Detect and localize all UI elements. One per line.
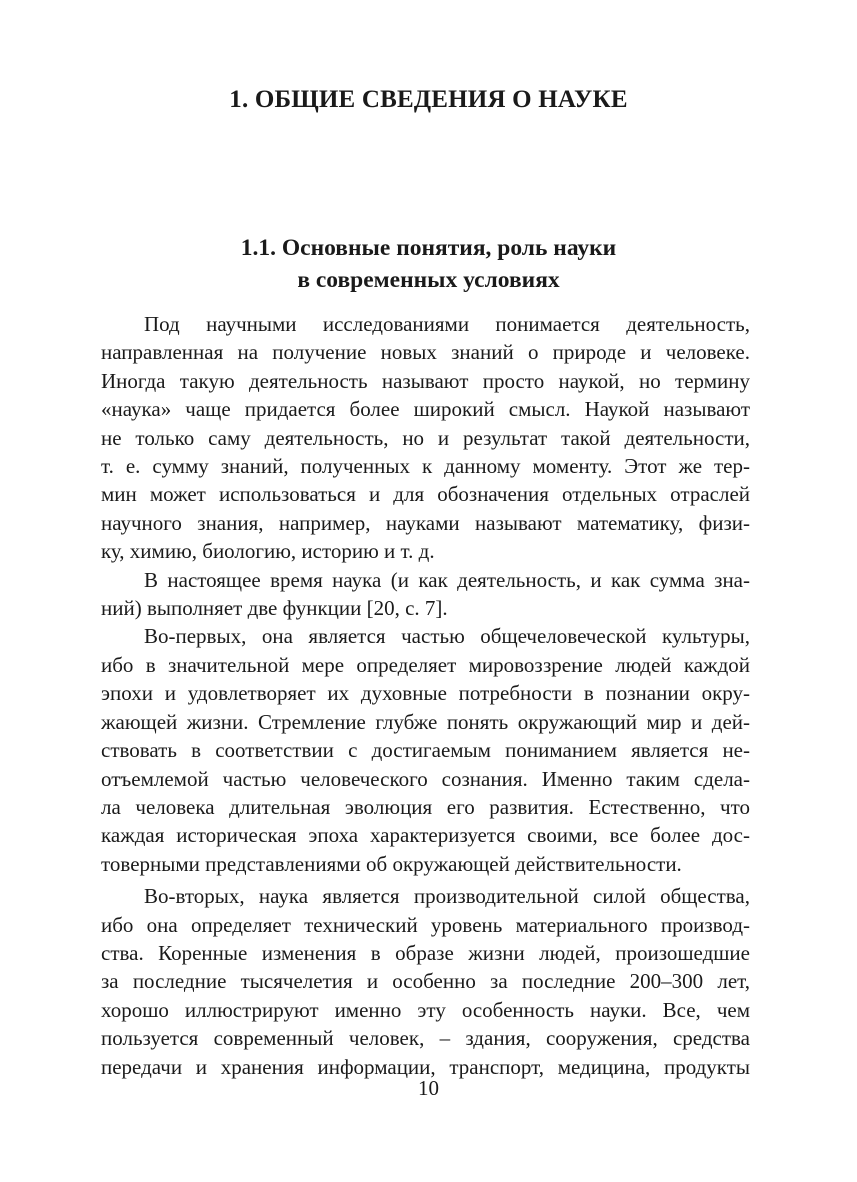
text-line: каждая историческая эпоха характеризуется своими, все более дос-	[101, 823, 750, 848]
text-line: ствовать в соответствии с достигаемым пониманием является не-	[101, 738, 750, 763]
text-line: Во-вторых, наука является производительной силой общества,	[144, 884, 750, 909]
text-line: передачи и хранения информации, транспорт, медицина, продукты	[101, 1054, 750, 1079]
text-line: хорошо иллюстрируют именно эту особенность науки. Все, чем	[101, 997, 750, 1022]
chapter-title: 1. ОБЩИЕ СВЕДЕНИЯ О НАУКЕ	[229, 86, 628, 113]
text-line: ибо она определяет технический уровень материального производ-	[101, 912, 750, 937]
text-line: Иногда такую деятельность называют просто наукой, но термину	[101, 368, 750, 393]
text-line: ибо в значительной мере определяет мировоззрение людей каждой	[101, 652, 750, 677]
text-line: ний) выполняет две функции [20, с. 7].	[101, 596, 448, 621]
section-title-line-1: 1.1. Основные понятия, роль науки	[240, 235, 617, 261]
text-line: научного знания, например, науками называют математику, физи-	[101, 510, 750, 535]
paragraph-4	[101, 882, 750, 1081]
text-line: «наука» чаще придается более широкий смысл. Наукой называют	[101, 397, 750, 422]
text-line: товерными представлениями об окружающей действительности.	[101, 851, 682, 876]
section-title	[0, 232, 857, 296]
text-line: пользуется современный человек, – здания, сооружения, средства	[101, 1026, 750, 1051]
paragraph-3	[101, 622, 750, 878]
text-line: Во-первых, она является частью общечеловеческой культуры,	[144, 624, 750, 649]
text-line: т. е. сумму знаний, полученных к данному моменту. Этот же тер-	[101, 454, 750, 479]
body-text	[101, 310, 750, 1081]
text-line: Под научными исследованиями понимается деятельность,	[144, 312, 750, 336]
text-line: за последние тысячелетия и особенно за последние 200–300 лет,	[101, 969, 750, 994]
text-line: мин может использоваться и для обозначения отдельных отраслей	[101, 482, 750, 507]
text-line: ства. Коренные изменения в образе жизни людей, произошедшие	[101, 940, 750, 965]
text-line: жающей жизни. Стремление глубже понять окружающий мир и дей-	[101, 709, 750, 734]
text-line: ла человека длительная эволюция его развития. Естественно, что	[101, 794, 750, 819]
paragraph-2	[101, 566, 750, 623]
paragraph-1	[101, 310, 750, 566]
text-line: эпохи и удовлетворяет их духовные потребности в познании окру-	[101, 681, 750, 706]
text-line: ку, химию, биологию, историю и т. д.	[101, 539, 435, 564]
text-line: В настоящее время наука (и как деятельность, и как сумма зна-	[144, 567, 750, 592]
text-line: не только саму деятельность, но и результат такой деятельности,	[101, 425, 750, 450]
text-line: отъемлемой частью человеческого сознания. Именно таким сдела-	[101, 766, 750, 791]
page-number: 10	[418, 1076, 439, 1100]
text-line: направленная на получение новых знаний о природе и человеке.	[101, 340, 750, 365]
section-title-line-2: в современных условиях	[297, 267, 560, 293]
